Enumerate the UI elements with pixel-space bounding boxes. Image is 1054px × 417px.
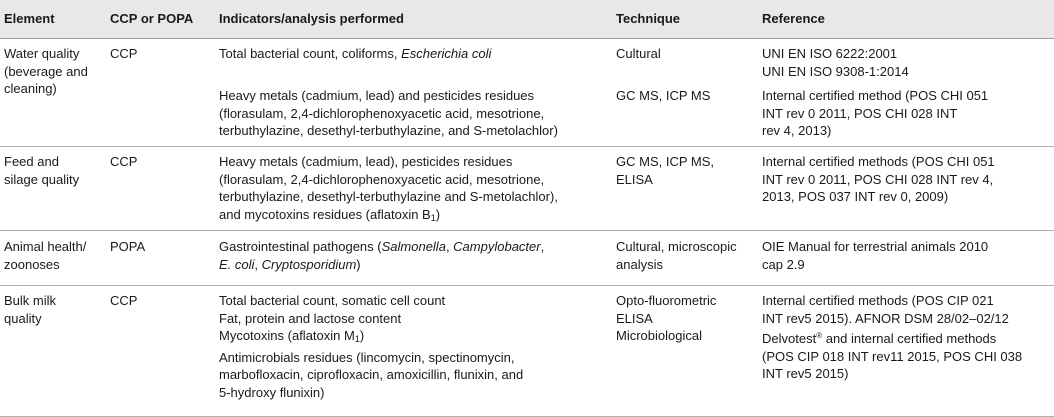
cell-reference: Internal certified methods (POS CHI 051 INT rev 0 2011, POS CHI 028 INT rev 4, 2013, POS 037 INT rev 0, 2009) [762,154,995,205]
cell-indicators-a: Total bacterial count, coliforms, Escherichia coli [219,46,492,61]
header-ccp: CCP or POPA [110,11,194,26]
cell-technique: Opto-fluorometric ELISA Microbiological [616,293,717,344]
cell-element: Feed and silage quality [4,154,80,187]
table-header [0,0,1054,39]
cell-reference-a: UNI EN ISO 6222:2001 UNI EN ISO 9308-1:2014 [762,46,909,79]
cell-technique: Cultural, microscopic analysis [616,239,737,272]
cell-element: Water quality (beverage and cleaning) [4,46,88,97]
table-row-water [0,38,1054,147]
cell-indicators: Total bacterial count, somatic cell count Fat, protein and lactose content Mycotoxins (aflatoxin $M_1$) Antimicrobials residues (lincomycin, spectinomycin, marbofloxacin, ciprofloxacin, amoxicillin, flunixin, and 5-hydroxy flunixin) [219,293,524,400]
cell-technique-a: Cultural [616,46,661,61]
cell-ccp: CCP [110,293,138,308]
header-technique: Technique [616,11,681,26]
cell-element: Animal health/ zoonoses [4,239,87,272]
cell-ccp: CCP [110,154,138,169]
header-element: Element [4,11,55,26]
cell-reference: Internal certified methods (POS CIP 021 INT rev5 2015). AFNOR DSM 28/02–02/12 Delvotest® and internal certified methods (POS CIP 018 INT rev11 2015, POS CHI 038 INT rev5 2015) [762,293,1023,382]
cell-technique: GC MS, ICP MS, ELISA [616,154,714,187]
cell-reference: OIE Manual for terrestrial animals 2010 cap 2.9 [762,239,989,272]
cell-indicators: Heavy metals (cadmium, lead), pesticides residues (florasulam, 2,4-dichlorophenoxyacetic acid, mesotrione, terbuthylazine, desethyl-terbuthylazine and S-metolachlor), and mycotoxins residues (aflatoxin $B_1$) [219,154,558,223]
table-row-animal-health [0,230,1054,286]
cell-element: Bulk milk quality [4,293,57,326]
table-row-bulk-milk [0,285,1054,417]
cell-indicators-b: Heavy metals (cadmium, lead) and pesticides residues (florasulam, 2,4-dichlorophenoxyacetic acid, mesotrione, terbuthylazine, desethyl-terbuthylazine, and S-metolachlor) [219,88,558,139]
header-reference: Reference [762,11,825,26]
cell-technique-b: GC MS, ICP MS [616,88,711,103]
cell-reference-b: Internal certified method (POS CHI 051 INT rev 0 2011, POS CHI 028 INT rev 4, 2013) [762,88,989,139]
cell-ccp: CCP [110,46,138,61]
header-indicators: Indicators/analysis performed [219,11,404,26]
table-row-feed [0,146,1054,231]
cell-indicators: Gastrointestinal pathogens (Salmonella, Campylobacter, E. coli, Cryptosporidium) [219,239,545,272]
cell-ccp: POPA [110,239,146,254]
